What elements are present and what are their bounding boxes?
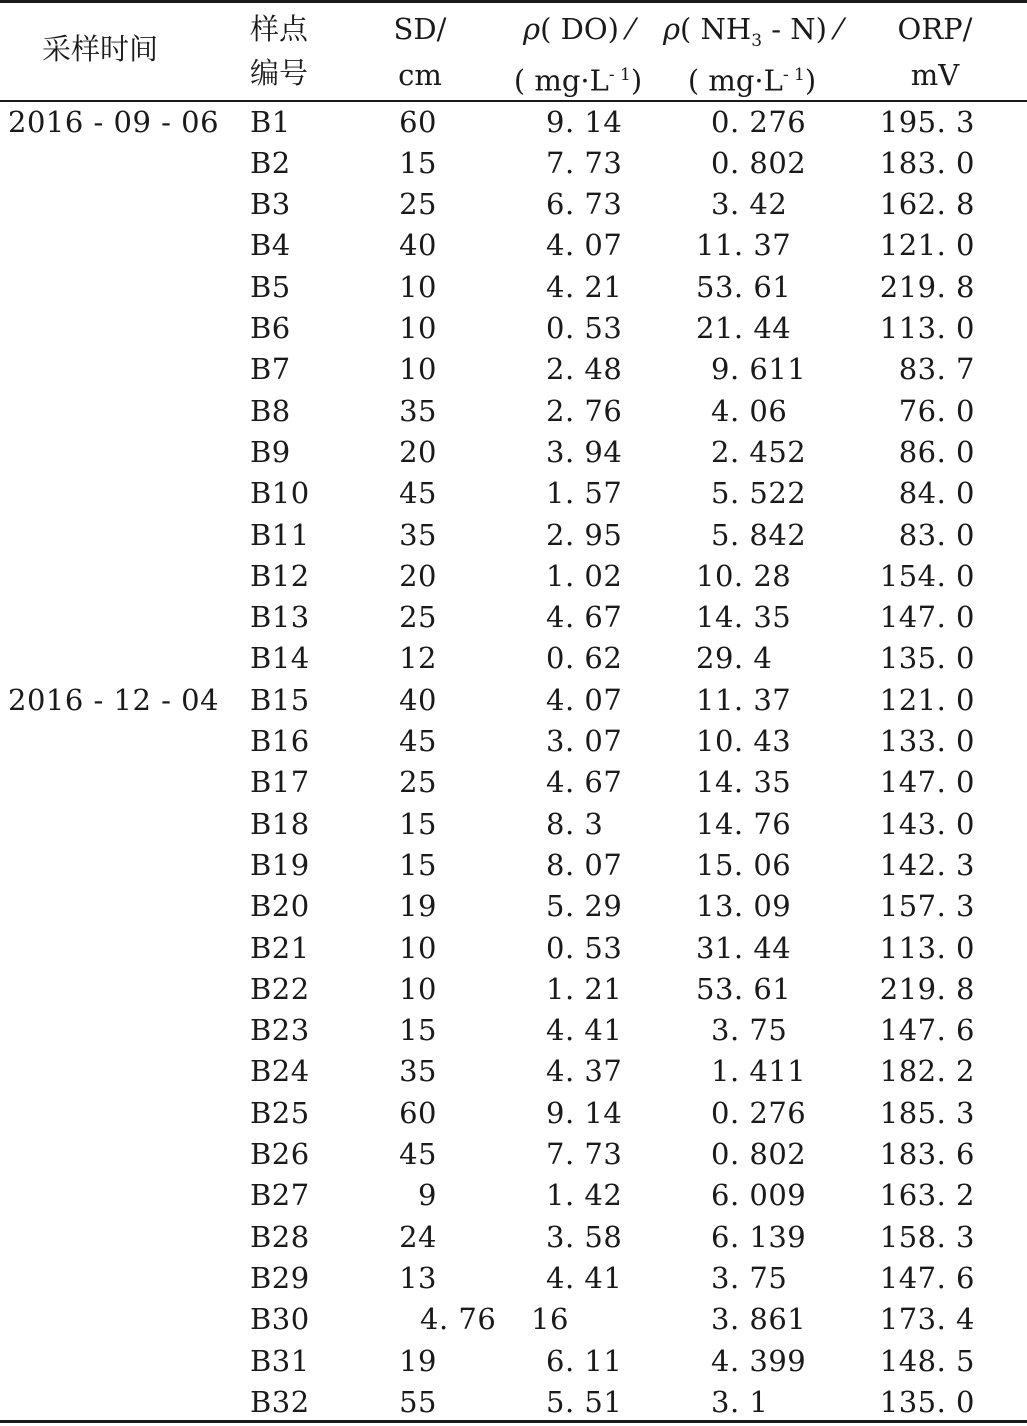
- table-bottom-rule: [0, 1420, 1027, 1423]
- cell-sd: 45: [399, 1137, 437, 1171]
- cell-nh3n: 11. 37: [696, 682, 792, 717]
- cell-orp: 86. 0: [898, 434, 975, 469]
- cell-nh3n: 29. 4: [696, 641, 773, 676]
- cell-nh3n: 14. 35: [696, 600, 792, 635]
- cell-nh3n: 31. 44: [696, 930, 792, 965]
- cell-sd: 20: [399, 558, 437, 593]
- cell-do: 1. 57: [546, 476, 623, 511]
- cell-do: 3. 58: [546, 1219, 623, 1254]
- cell-do: 7. 73: [546, 1137, 623, 1171]
- cell-nh3n: 4. 399: [711, 1343, 807, 1378]
- cell-site: B3: [250, 187, 291, 222]
- cell-do: 16: [531, 1302, 569, 1337]
- cell-orp: 147. 0: [879, 765, 975, 800]
- cell-site: B2: [250, 145, 291, 180]
- cell-nh3n: 3. 42: [711, 187, 788, 222]
- header-do-unit-close: ): [630, 63, 643, 98]
- cell-orp: 183. 0: [879, 145, 975, 180]
- cell-sd: 15: [399, 806, 437, 841]
- cell-do: 1. 02: [546, 558, 623, 593]
- header-nh-line1-text: ( NH: [680, 12, 752, 46]
- header-nh-line1-tail: - N) ⁄: [762, 12, 842, 46]
- cell-sd: 10: [399, 352, 437, 387]
- cell-do: 1. 21: [546, 971, 623, 1006]
- cell-nh3n: 5. 842: [711, 517, 807, 552]
- cell-orp: 135. 0: [879, 641, 975, 676]
- header-sd-line2: cm: [398, 58, 442, 92]
- cell-do: 5. 29: [546, 889, 623, 924]
- cell-sd: 19: [399, 1343, 437, 1378]
- cell-orp: 183. 6: [879, 1137, 975, 1171]
- cell-orp: 84. 0: [898, 476, 975, 511]
- cell-orp: 135. 0: [879, 1384, 975, 1419]
- cell-do: 3. 07: [546, 724, 623, 758]
- table-top-rule: [0, 0, 1027, 3]
- cell-sd: 60: [399, 104, 437, 139]
- cell-sd: 9: [418, 1178, 437, 1213]
- header-do-unit: ( mg·L: [513, 63, 609, 98]
- cell-nh3n: 3. 75: [711, 1013, 788, 1048]
- cell-site: B20: [250, 889, 310, 924]
- cell-site: B10: [250, 476, 310, 511]
- header-sd-line1: SD/: [393, 12, 447, 46]
- cell-orp: 133. 0: [879, 724, 975, 758]
- cell-orp: 173. 4: [879, 1302, 975, 1337]
- group-date-0: 2016 - 09 - 06: [8, 104, 220, 139]
- cell-orp: 121. 0: [879, 682, 975, 717]
- cell-site: B7: [250, 352, 291, 387]
- cell-do: 4. 21: [546, 269, 623, 304]
- cell-sd: 24: [399, 1219, 437, 1254]
- cell-site: B15: [250, 682, 310, 717]
- cell-nh3n: 11. 37: [696, 228, 792, 263]
- cell-site: B30: [250, 1302, 310, 1337]
- cell-do: 9. 14: [546, 104, 623, 139]
- header-time: 采样时间: [42, 32, 159, 66]
- cell-sd: 13: [399, 1260, 437, 1295]
- header-nh-unit: ( mg·L: [687, 63, 783, 98]
- cell-site: B28: [250, 1219, 310, 1254]
- cell-sd: 15: [399, 847, 437, 882]
- cell-orp: 143. 0: [879, 806, 975, 841]
- cell-site: B6: [250, 311, 291, 345]
- cell-site: B17: [250, 765, 310, 800]
- header-nh-rho: ρ: [662, 12, 681, 46]
- cell-orp: 147. 0: [879, 600, 975, 635]
- cell-orp: 219. 8: [879, 971, 975, 1006]
- cell-sd: 15: [399, 1013, 437, 1048]
- cell-do: 5. 51: [546, 1384, 623, 1419]
- cell-nh3n: 10. 28: [696, 558, 792, 593]
- cell-orp: 83. 0: [898, 517, 975, 552]
- cell-sd: 35: [399, 1054, 437, 1089]
- header-site-line1: 样点: [250, 12, 309, 46]
- cell-orp: 147. 6: [879, 1260, 975, 1295]
- cell-orp: 147. 6: [879, 1013, 975, 1048]
- cell-site: B23: [250, 1013, 310, 1048]
- cell-orp: 154. 0: [879, 558, 975, 593]
- header-nh-unit-exp: - 1: [782, 65, 805, 85]
- cell-do: 7. 73: [546, 145, 623, 180]
- cell-site: B4: [250, 228, 291, 263]
- cell-nh3n: 4. 06: [711, 393, 788, 428]
- cell-do: 0. 53: [546, 311, 623, 345]
- header-nh-sub: 3: [751, 30, 763, 51]
- cell-orp: 113. 0: [879, 311, 975, 345]
- cell-nh3n: 9. 611: [711, 352, 807, 387]
- header-nh-line2: [688, 58, 816, 98]
- cell-site: B14: [250, 641, 310, 676]
- cell-nh3n: 15. 06: [696, 847, 792, 882]
- cell-site: B29: [250, 1260, 310, 1295]
- cell-nh3n: 0. 802: [711, 1137, 807, 1171]
- cell-nh3n: 53. 61: [696, 269, 792, 304]
- cell-site: B1: [250, 104, 291, 139]
- cell-do: 4. 67: [546, 600, 623, 635]
- cell-do: 9. 14: [546, 1095, 623, 1130]
- cell-sd: 55: [399, 1384, 437, 1419]
- cell-do: 0. 62: [546, 641, 623, 676]
- cell-sd: 25: [399, 765, 437, 800]
- cell-nh3n: 6. 139: [711, 1219, 807, 1254]
- cell-sd: 15: [399, 145, 437, 180]
- cell-do: 2. 76: [546, 393, 623, 428]
- cell-site: B9: [250, 434, 291, 469]
- cell-do: 4. 07: [546, 682, 623, 717]
- cell-do: 0. 53: [546, 930, 623, 965]
- header-orp-line2: mV: [910, 58, 960, 92]
- header-do-line2: [514, 58, 642, 98]
- cell-orp: 163. 2: [879, 1178, 975, 1213]
- cell-nh3n: 3. 861: [711, 1302, 807, 1337]
- cell-sd: 20: [399, 434, 437, 469]
- cell-site: B27: [250, 1178, 310, 1213]
- cell-site: B13: [250, 600, 310, 635]
- cell-nh3n: 0. 276: [711, 104, 807, 139]
- header-nh-line1: [663, 12, 841, 58]
- header-do-line1-text: ( DO) ⁄: [540, 12, 633, 46]
- cell-site: B32: [250, 1384, 310, 1419]
- cell-orp: 195. 3: [879, 104, 975, 139]
- cell-do: 8. 07: [546, 847, 623, 882]
- cell-orp: 158. 3: [879, 1219, 975, 1254]
- cell-sd: 35: [399, 393, 437, 428]
- cell-do: 4. 07: [546, 228, 623, 263]
- cell-sd: 19: [399, 889, 437, 924]
- cell-sd: 10: [399, 971, 437, 1006]
- cell-do: 2. 48: [546, 352, 623, 387]
- cell-sd: 12: [399, 641, 437, 676]
- cell-orp: 185. 3: [879, 1095, 975, 1130]
- cell-do: 6. 73: [546, 187, 623, 222]
- cell-nh3n: 14. 35: [696, 765, 792, 800]
- cell-orp: 142. 3: [879, 847, 975, 882]
- cell-sd: 25: [399, 187, 437, 222]
- cell-orp: 182. 2: [879, 1054, 975, 1089]
- header-orp-line1: ORP/: [897, 12, 973, 46]
- header-do-rho: ρ: [523, 12, 541, 46]
- cell-orp: 162. 8: [879, 187, 975, 222]
- cell-nh3n: 21. 44: [696, 311, 792, 345]
- cell-sd: 10: [399, 311, 437, 345]
- cell-do: 2. 95: [546, 517, 623, 552]
- group-date-1: 2016 - 12 - 04: [8, 682, 220, 717]
- cell-site: B11: [250, 517, 310, 552]
- cell-site: B12: [250, 558, 310, 593]
- cell-site: B25: [250, 1095, 310, 1130]
- cell-site: B8: [250, 393, 291, 428]
- cell-nh3n: 10. 43: [696, 724, 792, 758]
- cell-do: 3. 94: [546, 434, 623, 469]
- cell-site: B18: [250, 806, 310, 841]
- cell-do: 6. 11: [546, 1343, 623, 1378]
- cell-sd: 40: [399, 228, 437, 263]
- cell-sd: 60: [399, 1095, 437, 1130]
- header-nh-unit-close: ): [804, 63, 817, 98]
- cell-do: 8. 3: [546, 806, 604, 841]
- cell-sd: 40: [399, 682, 437, 717]
- cell-orp: 76. 0: [898, 393, 975, 428]
- cell-site: B31: [250, 1343, 310, 1378]
- cell-orp: 157. 3: [879, 889, 975, 924]
- cell-nh3n: 0. 802: [711, 145, 807, 180]
- cell-sd: 45: [399, 724, 437, 758]
- cell-orp: 113. 0: [879, 930, 975, 965]
- cell-nh3n: 3. 1: [711, 1384, 769, 1419]
- cell-nh3n: 0. 276: [711, 1095, 807, 1130]
- header-site-line2: 编号: [250, 56, 309, 90]
- cell-orp: 121. 0: [879, 228, 975, 263]
- cell-sd: 10: [399, 269, 437, 304]
- cell-site: B24: [250, 1054, 310, 1089]
- cell-do: 4. 67: [546, 765, 623, 800]
- cell-orp: 219. 8: [879, 269, 975, 304]
- header-do-unit-exp: - 1: [608, 65, 631, 85]
- cell-site: B22: [250, 971, 310, 1006]
- cell-nh3n: 1. 411: [711, 1054, 807, 1089]
- cell-site: B19: [250, 847, 310, 882]
- cell-nh3n: 6. 009: [711, 1178, 807, 1213]
- cell-nh3n: 3. 75: [711, 1260, 788, 1295]
- cell-do: 4. 37: [546, 1054, 623, 1089]
- cell-nh3n: 13. 09: [696, 889, 792, 924]
- cell-do: 4. 41: [546, 1013, 623, 1048]
- cell-sd: 25: [399, 600, 437, 635]
- cell-orp: 148. 5: [879, 1343, 975, 1378]
- cell-do: 1. 42: [546, 1178, 623, 1213]
- cell-site: B26: [250, 1137, 310, 1171]
- cell-orp: 83. 7: [898, 352, 975, 387]
- cell-sd: 35: [399, 517, 437, 552]
- cell-nh3n: 2. 452: [711, 434, 807, 469]
- cell-site: B21: [250, 930, 310, 965]
- cell-sd: 4. 76: [420, 1302, 497, 1337]
- table-header-rule: [0, 100, 1027, 102]
- cell-sd: 10: [399, 930, 437, 965]
- cell-sd: 45: [399, 476, 437, 511]
- cell-nh3n: 5. 522: [711, 476, 807, 511]
- cell-nh3n: 53. 61: [696, 971, 792, 1006]
- cell-site: B5: [250, 269, 291, 304]
- header-do-line1: [523, 12, 633, 46]
- cell-do: 4. 41: [546, 1260, 623, 1295]
- cell-site: B16: [250, 724, 310, 758]
- cell-nh3n: 14. 76: [696, 806, 792, 841]
